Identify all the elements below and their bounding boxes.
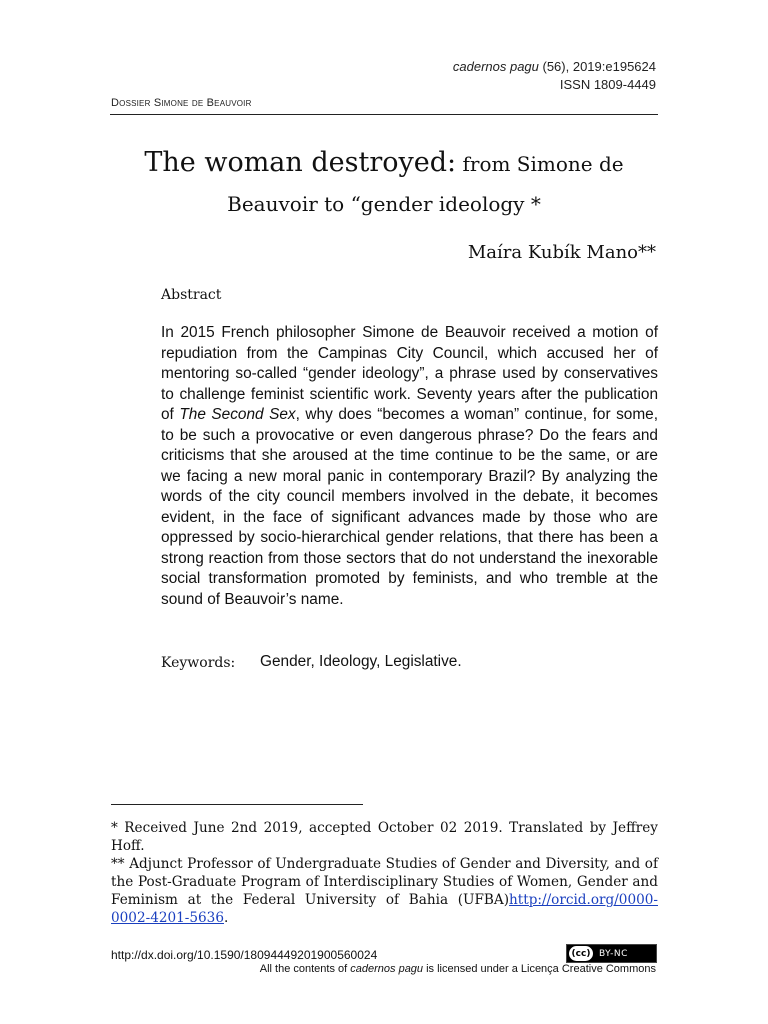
abstract-part2: , why does “becomes a woman” continue, for some, to be such a provocative or even dangerous phrase? Do the fears and criticisms that she aroused at the time continue to be the same, or are we facing a new moral panic in contemporary Brazil? By analyzing the words of the city council members involved in the debate, it becomes evident, in the face of significant advances made by those who are oppressed by socio-hierarchical gender relations, that there has been a strong reaction from those sectors that do not understand the inexorable social transformation promoted by feminists, and who tremble at the sound of Beauvoir’s name. (161, 406, 658, 608)
doi-link[interactable]: http://dx.doi.org/10.1590/18094449201900560024 (111, 948, 378, 962)
keywords-value: Gender, Ideology, Legislative. (260, 653, 462, 670)
dossier-label: Dossier Simone de Beauvoir (111, 97, 252, 109)
book-title: The Second Sex (179, 406, 296, 423)
license-journal: cadernos pagu (350, 963, 424, 975)
license-pre: All the contents of (259, 963, 351, 975)
journal-issue: (56), 2019:e195624 (538, 59, 656, 74)
footnote-affiliation (111, 855, 658, 927)
journal-citation (453, 58, 656, 76)
title-rest: from Simone de (456, 152, 624, 176)
license-statement (260, 963, 656, 975)
abstract-text (161, 323, 658, 610)
orcid-link[interactable]: http://orcid.org/0000-0002-4201-5636 (111, 892, 658, 926)
abstract-part1: In 2015 French philosopher Simone de Beauvoir received a motion of repudiation from the Campinas City Council, which accused her of mentoring so-called “gender ideology”, a phrase used by conservatives to challenge feminist scientific work. Seventy years after the publication of (161, 324, 658, 423)
cc-license-badge[interactable] (566, 944, 657, 963)
footnote-rule (111, 804, 363, 805)
header-rule (110, 114, 658, 115)
footnote-affiliation-text: ** Adjunct Professor of Undergraduate Studies of Gender and Diversity, and of the Post-Graduate Program of Interdisciplinary Studies of Women, Gender and Feminism at the Federal University of Bahia (UFBA) (111, 856, 658, 908)
journal-header (453, 58, 656, 94)
journal-issn: ISSN 1809-4449 (559, 77, 656, 92)
footnote-end: . (223, 910, 229, 926)
license-post: is licensed under a Licença Creative Commons (423, 963, 656, 975)
title-line2: Beauvoir to “gender ideology * (227, 192, 541, 216)
abstract-heading: Abstract (161, 287, 222, 303)
journal-name: cadernos pagu (452, 59, 539, 74)
title-main: The woman destroyed: (144, 147, 457, 178)
article-title (110, 144, 658, 223)
author-name: Maíra Kubík Mano** (467, 242, 656, 263)
cc-icon: (cc) (569, 946, 593, 961)
cc-badge-text: BY-NC (599, 948, 628, 959)
keywords-label: Keywords: (161, 655, 236, 671)
footnote-received: * Received June 2nd 2019, accepted October 02 2019. Translated by Jeffrey Hoff. (111, 820, 658, 854)
